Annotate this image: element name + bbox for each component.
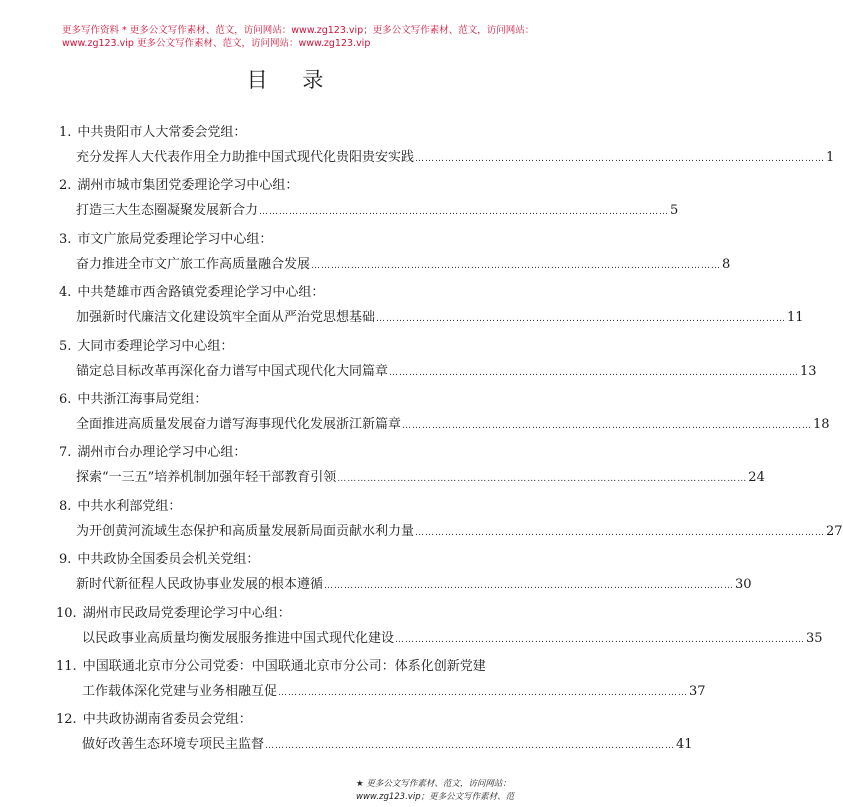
toc-entry-organization: 湖州市民政局党委理论学习中心组： [82,605,291,621]
toc-entry[interactable] [0,338,817,394]
toc-leader-dots: …………………………………………………………………………………………………………… [278,688,689,698]
toc-entry[interactable] [0,711,693,767]
toc-entry-organization: 中共楚雄市西舍路镇党委理论学习中心组： [77,285,325,301]
toc-entry-heading [56,711,252,729]
toc-page-number: 41 [676,737,693,753]
toc-entry-title: 做好改善生态环境专项民主监督 [82,737,265,753]
toc-page-number: 13 [800,363,817,379]
toc-entry-heading [59,551,259,569]
toc-entry-organization: 湖州市城市集团党委理论学习中心组： [77,178,299,194]
toc-entry-title: 为开创黄河流域生态保护和高质量发展新局面贡献水利力量 [76,523,415,539]
toc-leader-dots: …………………………………………………………………………………………………………… [389,367,800,378]
toc-entry[interactable] [0,391,830,447]
toc-entry-title: 充分发挥人大代表作用全力助推中国式现代化贵阳贵安实践 [76,150,415,165]
toc-entry-title-line[interactable] [76,202,679,220]
toc-entry-number: 5. [59,338,72,354]
toc-entry-heading [59,177,298,195]
toc-entry[interactable] [0,284,804,340]
toc-entry-title-line[interactable] [76,576,752,594]
toc-page-number: 35 [806,630,823,646]
toc-leader-dots: …………………………………………………………………………………………………………… [337,474,748,485]
toc-entry-organization: 中共政协全国委员会机关党组： [77,552,260,568]
toc-leader-dots: …………………………………………………………………………………………………………… [415,527,826,538]
toc-page-number: 27 [826,523,843,539]
header-line-1: 更多写作资料 * 更多公文写作素材、范文，访问网站：www.zg123.vip；更多公文写作素材、范文，访问网站： [62,25,535,36]
toc-entry[interactable] [0,498,843,554]
page-title: 目 录 [246,68,338,92]
toc-entry-title: 全面推进高质量发展奋力谱写海事现代化发展浙江新篇章 [76,417,402,432]
toc-entry-number: 8. [59,498,72,514]
toc-entry-number: 11. [56,659,77,674]
toc-page-number: 18 [813,417,830,432]
toc-entry-title-line[interactable] [76,309,804,327]
toc-entry-organization: 湖州市台办理论学习中心组： [77,445,247,461]
toc-entry-heading [59,391,207,409]
toc-entry[interactable] [0,444,765,500]
footer-line-1: ★ 更多公文写作素材、范文，访问网站： [356,779,511,789]
watermark-header [62,24,562,50]
toc-entry-heading [56,605,291,623]
toc-entry-title: 奋力推进全市文广旅工作高质量融合发展 [76,256,311,272]
toc-entry[interactable] [0,124,835,180]
toc-entry-heading [59,284,324,302]
toc-entry-title-line[interactable] [76,363,817,381]
toc-entry-title: 加强新时代廉洁文化建设筑牢全面从严治党思想基础 [76,310,376,326]
toc-entry-number: 3. [59,231,72,247]
toc-leader-dots: …………………………………………………………………………………………………………… [376,314,787,325]
toc-entry-organization: 中国联通北京市分公司党委：中国联通北京市分公司：体系化创新党建 [82,659,486,674]
toc-page-number: 11 [787,310,804,326]
toc-entry-number: 10. [56,605,77,621]
toc-entry-organization: 中共浙江海事局党组： [77,392,208,407]
toc-entry-heading [59,231,272,249]
toc-entry-organization: 中共政协湖南省委员会党组： [82,712,252,728]
toc-entry-heading [59,444,246,462]
toc-entry-title-line[interactable] [82,683,706,701]
toc-entry-title-line[interactable] [76,523,843,541]
toc-leader-dots: …………………………………………………………………………………………………………… [395,634,806,645]
toc-leader-dots: …………………………………………………………………………………………………………… [415,154,826,164]
toc-entry-title-line[interactable] [76,416,830,434]
toc-page-number: 1 [826,150,835,165]
toc-leader-dots: …………………………………………………………………………………………………………… [311,260,722,271]
toc-page-number: 8 [722,256,731,272]
toc-page-number: 37 [689,684,706,699]
toc-entry-heading [59,124,246,142]
watermark-footer [356,778,566,804]
toc-entry-organization: 中共水利部党组： [77,498,182,514]
toc-entry[interactable] [0,658,706,714]
toc-entry-heading [56,658,486,676]
toc-entry-title: 新时代新征程人民政协事业发展的根本遵循 [76,577,324,593]
toc-entry-number: 1. [59,125,72,140]
toc-entry-title: 探索“一三五”培养机制加强年轻干部教育引领 [76,470,337,486]
toc-page-number: 5 [670,203,679,219]
toc-leader-dots: …………………………………………………………………………………………………………… [324,581,735,592]
toc-entry-organization: 市文广旅局党委理论学习中心组： [77,231,273,247]
toc-entry[interactable] [0,605,823,661]
toc-entry-number: 7. [59,445,72,461]
toc-entry-title-line[interactable] [76,256,731,274]
header-line-2: www.zg123.vip 更多公文写作素材、范文，访问网站：www.zg123.vip [62,38,371,49]
toc-entry-number: 9. [59,552,72,568]
toc-page-number: 24 [748,470,765,486]
toc-entry[interactable] [0,177,679,233]
toc-entry-number: 4. [59,285,72,301]
toc-entry-title-line[interactable] [76,149,835,167]
toc-entry[interactable] [0,551,752,607]
toc-leader-dots: …………………………………………………………………………………………………………… [259,207,670,218]
toc-entry-number: 2. [59,178,72,194]
toc-entry-number: 6. [59,392,72,407]
toc-entry-organization: 大同市委理论学习中心组： [77,338,234,354]
toc-entry-title: 打造三大生态圈凝聚发展新合力 [76,203,259,219]
toc-entry-title: 工作载体深化党建与业务相融互促 [82,684,278,699]
toc-entry-organization: 中共贵阳市人大常委会党组： [77,125,247,140]
toc-entry[interactable] [0,231,731,287]
toc-page-number: 30 [735,577,752,593]
toc-entry-title-line[interactable] [82,630,823,648]
toc-entry-heading [59,498,181,516]
toc-entry-title-line[interactable] [76,469,765,487]
footer-line-2: www.zg123.vip；更多公文写作素材、范 [356,792,515,802]
toc-entry-title: 锚定总目标改革再深化奋力谱写中国式现代化大同篇章 [76,363,389,379]
toc-entry-title: 以民政事业高质量均衡发展服务推进中国式现代化建设 [82,630,395,646]
toc-leader-dots: …………………………………………………………………………………………………………… [402,421,813,431]
toc-leader-dots: …………………………………………………………………………………………………………… [265,741,676,752]
toc-entry-heading [59,338,233,356]
toc-entry-number: 12. [56,712,77,728]
toc-entry-title-line[interactable] [82,736,693,754]
